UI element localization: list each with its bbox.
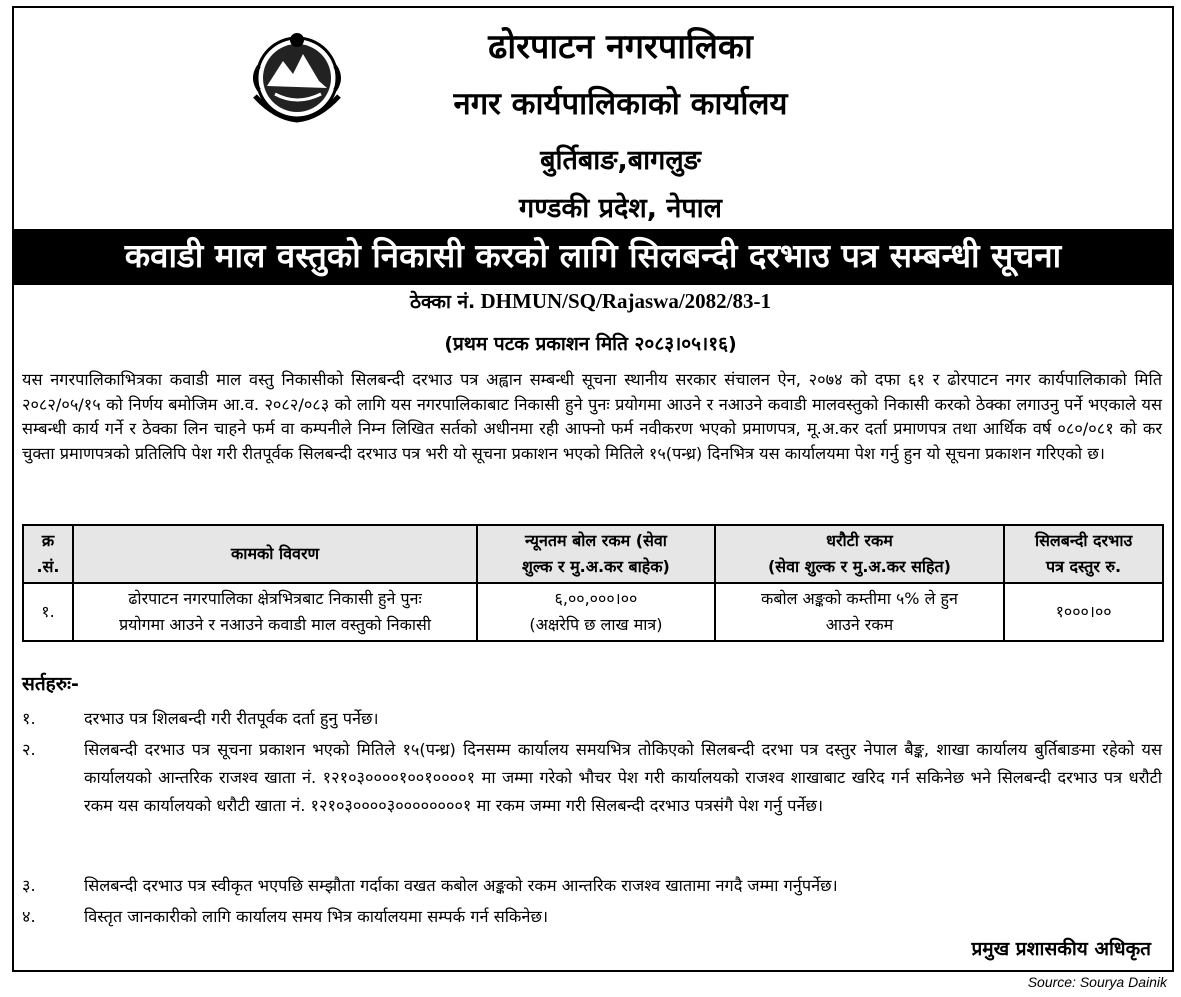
source-credit: Source: Sourya Dainik [1027,974,1167,990]
header-fee: सिलबन्दी दरभाउ पत्र दस्तुर रु. [1004,525,1163,583]
header-serial: क्र .सं. [23,525,73,583]
cell-description: ढोरपाटन नगरपालिका क्षेत्रभित्रबाट निकासी हुने पुनः प्रयोगमा आउने र नआउने कवाडी माल वस्तुको निकासी [73,583,477,641]
contract-number: DHMUN/SQ/Rajaswa/2082/83-1 [480,289,772,313]
signatory-title: प्रमुख प्रशासकीय अधिकृत [971,938,1151,960]
cell-fee: १०००।०० [1004,583,1163,641]
office-address: बुर्तिबाङ,बागलुङ [540,145,701,176]
header-description: कामको विवरण [73,525,477,583]
intro-paragraph: यस नगरपालिकाभित्रका कवाडी माल वस्तु निकासीको सिलबन्दी दरभाउ पत्र अह्वान सम्बन्धी सूचना स्थानीय सरकार संचालन ऐन, २०७४ को दफा ६१ र ढोरपाटन नगर कार्यपालिकाको मिति २०८२/०५/१५ को निर्णय बमोजिम आ.व. २०८२/०८३ को लागि यस नगरपालिकाबाट निकासी हुने पुनः प्रयोगमा आउने र नआउने कवाडी मालवस्तुको निकासी करको ठेक्का लगाउनु पर्ने भएकाले यस सम्बन्धी कार्य गर्ने र ठेक्का लिन चाहने फर्म वा कम्पनीले निम्न लिखित सर्तको अधीनमा रही आफ्नो फर्म नवीकरण भएको प्रमाणपत्र, मू.अ.कर दर्ता प्रमाणपत्र तथा आर्थिक वर्ष ०८०/०८१ को कर चुक्ता प्रमाणपत्रको प्रतिलिपि पेश गरी रीतपूर्वक सिलबन्दी दरभाउ पत्र भरी यो सूचना प्रकाशन भएको मितिले १५(पन्ध्र) दिनभित्र यस कार्यालयमा पेश गर्नु हुन यो सूचना प्रकाशन गरिएको छ। [22,370,1162,463]
term-text: सिलबन्दी दरभाउ पत्र स्वीकृत भएपछि सम्झौता गर्दाका वखत कबोल अङ्कको रकम आन्तरिक राजश्व खातामा नगदै जम्मा गर्नुपर्नेछ। [84,876,838,895]
cell-deposit: कबोल अङ्कको कम्तीमा ५% ले हुन आउने रकम [715,583,1004,641]
terms-title: सर्तहरुः- [22,673,79,695]
table-header-row [23,525,1163,583]
municipality-name: ढोरपाटन नगरपालिका [488,27,753,67]
office-name: नगर कार्यपालिकाको कार्यालय [453,86,788,122]
term-number: ४. [22,907,36,926]
term-number: १. [22,709,36,728]
contract-label: ठेक्का नं. [409,291,476,313]
tender-table [22,524,1164,642]
term-item [22,903,1162,931]
term-text: दरभाउ पत्र शिलबन्दी गरी रीतपूर्वक दर्ता हुनु पर्नेछ। [84,709,379,728]
term-item [22,736,1162,820]
header-deposit: धरौटी रकम (सेवा शुल्क र मु.अ.कर सहित) [715,525,1004,583]
cell-serial: १. [23,583,73,641]
term-text: विस्तृत जानकारीको लागि कार्यालय समय भित्र कार्यालयमा सम्पर्क गर्न सकिनेछ। [84,907,549,926]
notice-title-banner: कवाडी माल वस्तुको निकासी करको लागि सिलबन्दी दरभाउ पत्र सम्बन्धी सूचना [14,229,1172,285]
term-number: ३. [22,876,36,895]
term-number: २. [22,740,36,759]
cell-min-bid: ६,००,०००।०० (अक्षरेपि छ लाख मात्र) [477,583,715,641]
term-item [22,872,1162,900]
table-row [23,583,1163,641]
header-min-bid: न्यूनतम बोल रकम (सेवा शुल्क र मु.अ.कर बाहेक) [477,525,715,583]
term-item [22,705,1162,733]
contract-reference [0,288,1181,314]
publication-date: (प्रथम पटक प्रकाशन मिति २०८३।०५।१६) [444,333,737,355]
province-name: गण्डकी प्रदेश, नेपाल [519,193,722,224]
term-text: सिलबन्दी दरभाउ पत्र सूचना प्रकाशन भएको मितिले १५(पन्ध्र) दिनसम्म कार्यालय समयभित्र तोकिएको सिलबन्दी दरभा पत्र दस्तुर नेपाल बैङ्क, शाखा कार्यालय बुर्तिबाङमा रहेको यस कार्यालयको आन्तरिक राजश्व खाता नं. १२१०३००००१००१००००१ मा जम्मा गरेको भौचर पेश गरी कार्यालयको राजश्व शाखाबाट खरिद गर्न सकिनेछ भने सिलबन्दी दरभाउ पत्र धरौटी रकम यस कार्यालयको धरौटी खाता नं. १२१०३००००३००००००००१ मा रकम जम्मा गरी सिलबन्दी दरभाउ पत्रसंगै पेश गर्नु पर्नेछ। [84,740,1162,815]
